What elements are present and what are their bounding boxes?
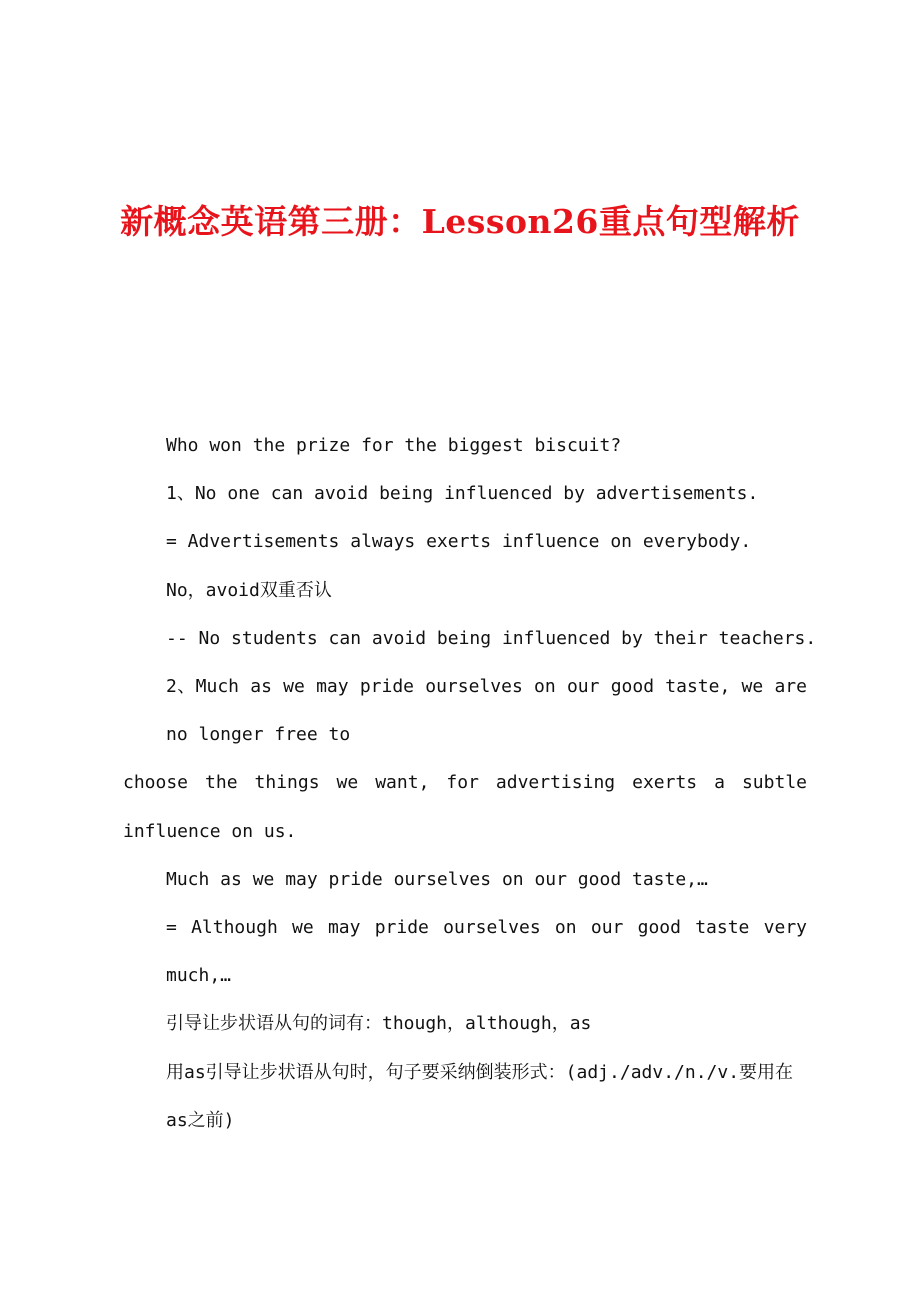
sentence-2-paraphrase: = Although we may pride ourselves on our good taste very much,… — [166, 917, 807, 987]
sentence-2-continued: choose the things we want, for advertising exerts a subtle influence on us. — [123, 772, 807, 842]
inversion-note: 用as引导让步状语从句时，句子要采纳倒装形式：(adj./adv./n./v.要用在as之前) — [166, 1061, 794, 1131]
sentence-2-clause: Much as we may pride ourselves on our good taste,… — [166, 868, 708, 890]
question-line: Who won the prize for the biggest biscuit? — [166, 435, 622, 456]
document-title: 新概念英语第三册：Lesson26重点句型解析 — [120, 202, 800, 241]
sentence-2: 2、Much as we may pride ourselves on our good taste, we are no longer free to — [166, 676, 807, 746]
sentence-1-paraphrase: = Advertisements always exerts influence on everybody. — [166, 531, 752, 553]
double-negation-note: No，avoid双重否认 — [166, 579, 332, 601]
document-body — [123, 422, 817, 1145]
concessive-words-note: 引导让步状语从句的词有：though，although，as — [166, 1013, 592, 1035]
example-sentence: -- No students can avoid being influenced by their teachers. — [166, 627, 817, 649]
sentence-1: 1、No one can avoid being influenced by advertisements. — [166, 483, 759, 505]
